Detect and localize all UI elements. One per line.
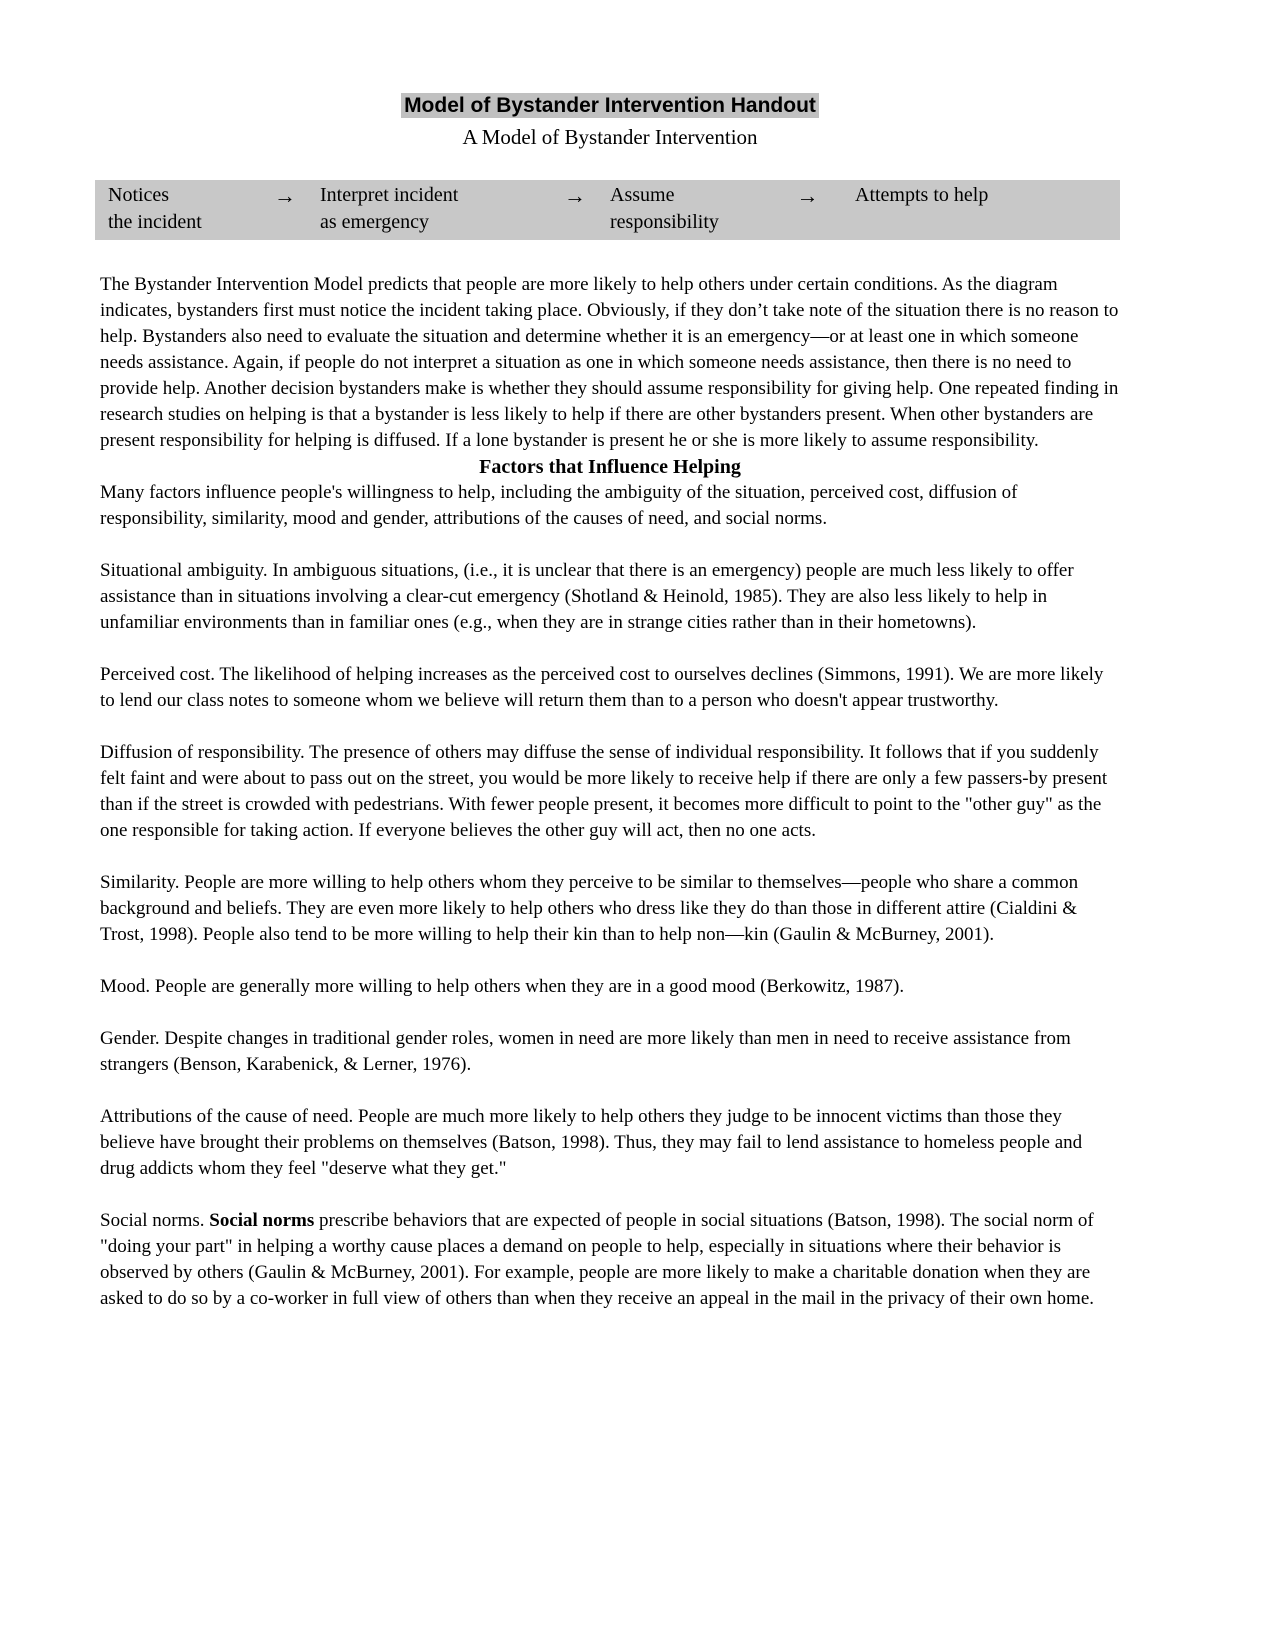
paragraph-gender: Gender. Despite changes in traditional gender roles, women in need are more likely than men in need to receive assistance from strangers (Benson, Karabenick, & Lerner, 1976).: [100, 1028, 1071, 1075]
paragraph-similarity: Similarity. People are more willing to help others whom they perceive to be similar to themselves—people who share a common background and beliefs. They are even more likely to help others who dress like they do than those in different attire (Cialdini & Trost, 1998). People also tend to be more willing to help their kin than to help non—kin (Gaulin & McBurney, 2001).: [100, 872, 1079, 945]
paragraph-perceived-cost: Perceived cost. The likelihood of helping increases as the perceived cost to ourselves declines (Simmons, 1991). We are more likely to lend our class notes to someone whom we believe will return them than to a person who doesn't appear trustworthy.: [100, 664, 1104, 711]
bystander-flow-banner: [95, 180, 1120, 240]
paragraph-mood: Mood. People are generally more willing to help others when they are in a good mood (Berkowitz, 1987).: [100, 976, 905, 997]
paragraph-diffusion-of-responsibility: Diffusion of responsibility. The presence of others may diffuse the sense of individual responsibility. It follows that if you suddenly felt faint and were about to pass out on the street, you would be more likely to receive help if there are only a few passers-by present than if the street is crowded with pedestrians. With fewer people present, it becomes more difficult to point to the "other guy" as the one responsible for taking action. If everyone believes the other guy will act, then no one acts.: [100, 742, 1108, 841]
document-title: [100, 94, 1120, 118]
arrow-right-icon: →: [274, 183, 296, 208]
flow-step-notices-incident: [108, 182, 250, 236]
document-subtitle: A Model of Bystander Intervention: [462, 125, 758, 149]
arrow-right-icon: →: [564, 183, 586, 208]
social-norms-prefix: Social norms.: [100, 1210, 210, 1231]
social-norms-rest: prescribe behaviors that are expected of people in social situations (Batson, 1998). The social norm of "doing your part" in helping a worthy cause places a demand on people to help, especially in situations where their behavior is observed by others (Gaulin & McBurney, 2001). For example, people are more likely to make a charitable donation when they are asked to do so by a co-worker in full view of others than when they receive an appeal in the mail in the privacy of their own home.: [100, 1210, 1095, 1309]
document-title-text: Model of Bystander Intervention Handout: [401, 93, 819, 118]
flow-step-line1: Assume: [610, 184, 675, 206]
factors-intro-paragraph: Many factors influence people's willingness to help, including the ambiguity of the situation, perceived cost, diffusion of responsibility, similarity, mood and gender, attributions of the causes of need, and social norms.: [100, 482, 1018, 529]
flow-step-interpret-emergency: [320, 182, 540, 236]
paragraph-social-norms: [100, 1208, 1120, 1312]
flow-step-line1: Interpret incident: [320, 184, 459, 206]
arrow-right-icon: →: [796, 183, 819, 208]
social-norms-bold-term: Social norms: [209, 1210, 315, 1231]
flow-step-line1: Attempts to help: [855, 184, 989, 206]
flow-step-line2: the incident: [108, 211, 202, 233]
flow-step-attempts-to-help: [855, 182, 1120, 236]
paragraph-attributions: Attributions of the cause of need. People are much more likely to help others they judge to be innocent victims than those they believe have brought their problems on themselves (Batson, 1998). Thus, they may fail to lend assistance to homeless people and drug addicts whom they feel "deserve what they get.": [100, 1106, 1083, 1179]
paragraph-situational-ambiguity: Situational ambiguity. In ambiguous situations, (i.e., it is unclear that there is an emergency) people are much less likely to offer assistance than in situations involving a clear-cut emergency (Shotland & Heinold, 1985). They are also less likely to help in unfamiliar environments than in familiar ones (e.g., when they are in strange cities rather than in their hometowns).: [100, 560, 1074, 633]
intro-paragraph: The Bystander Intervention Model predicts that people are more likely to help others under certain conditions. As the diagram indicates, bystanders first must notice the incident taking place. Obviously, if they don’t take note of the situation there is no reason to help. Bystanders also need to evaluate the situation and determine whether it is an emergency—or at least one in which someone needs assistance. Again, if people do not interpret a situation as one in which someone needs assistance, then there is no need to provide help. Another decision bystanders make is whether they should assume responsibility for giving help. One repeated finding in research studies on helping is that a bystander is less likely to help if there are other bystanders present. When other bystanders are present responsibility for helping is diffused. If a lone bystander is present he or she is more likely to assume responsibility.: [100, 274, 1119, 451]
section-heading-factors: Factors that Influence Helping: [479, 456, 741, 478]
flow-step-line2: responsibility: [610, 211, 719, 233]
flow-step-assume-responsibility: [610, 182, 760, 236]
flow-step-line1: Notices: [108, 184, 170, 206]
flow-step-line2: as emergency: [320, 211, 430, 233]
